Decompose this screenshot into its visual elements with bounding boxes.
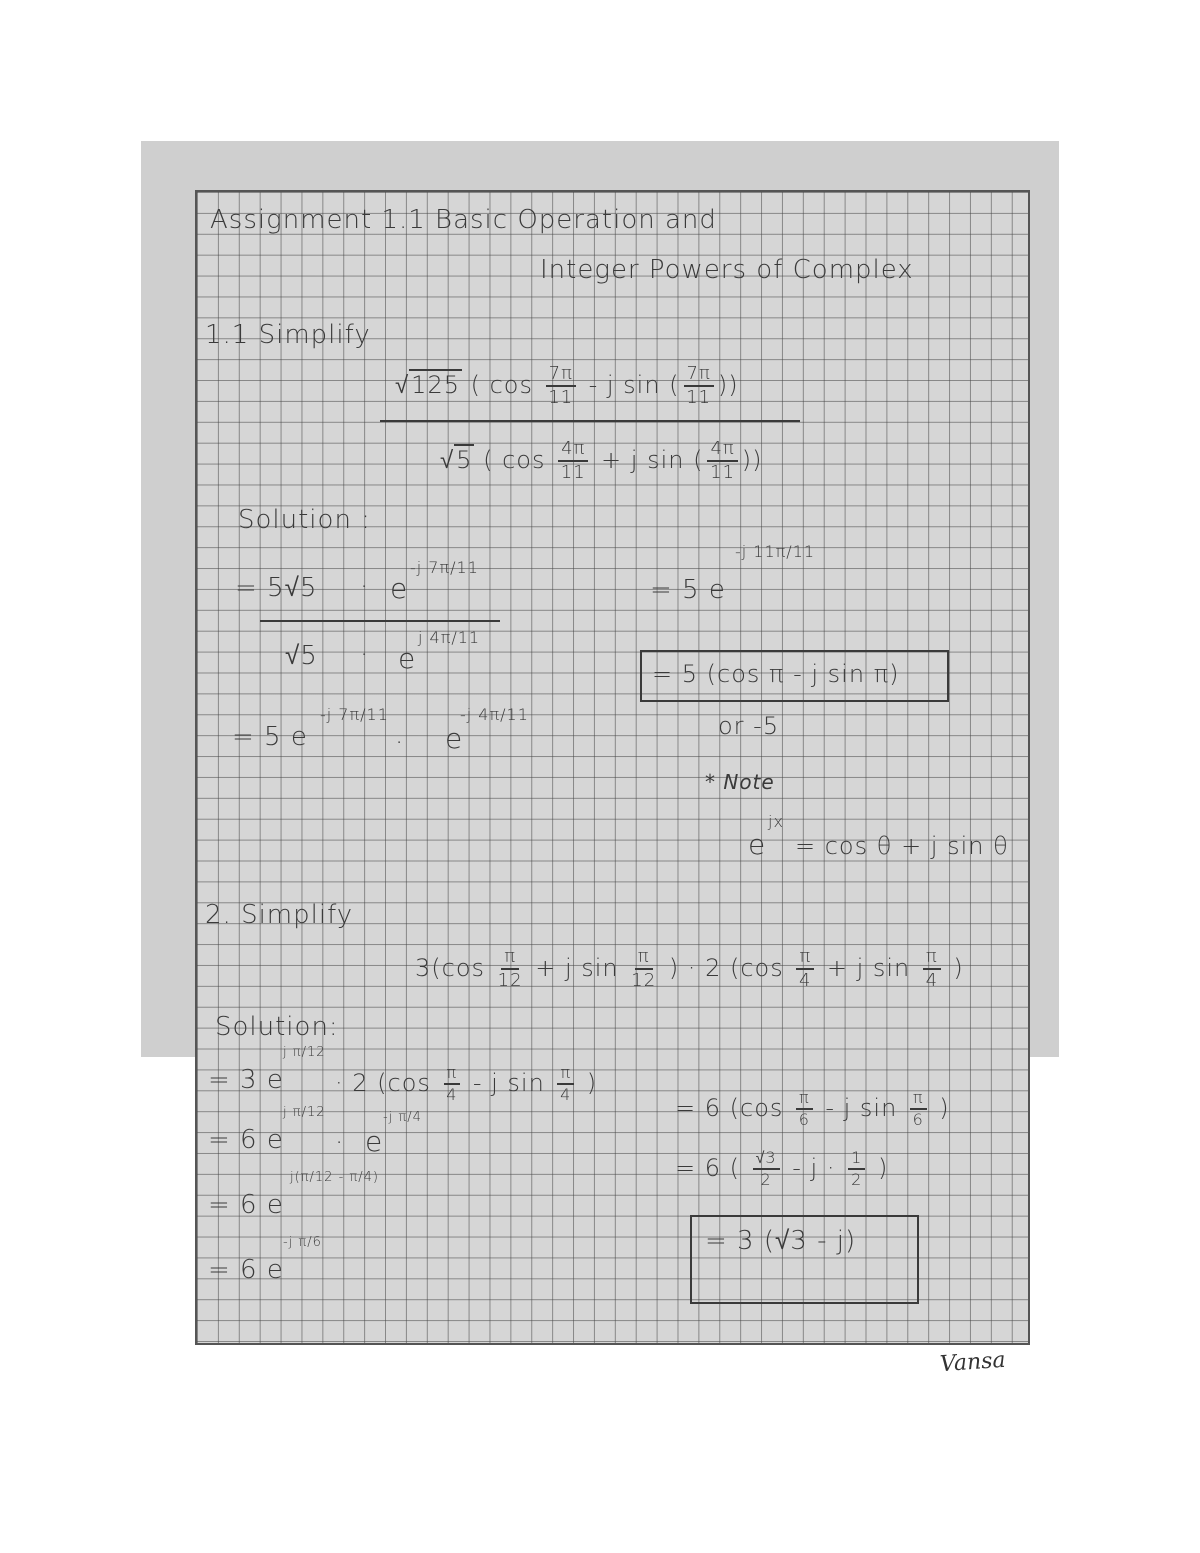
dot: · xyxy=(360,572,370,602)
assignment-title-line1: Assignment 1.1 Basic Operation and xyxy=(210,205,717,235)
exponent: j(π/12 - π/4) xyxy=(290,1170,379,1185)
expr-part: ) xyxy=(939,1094,950,1122)
expr-part: - j sin xyxy=(825,1094,898,1122)
fraction-denominator: 11 xyxy=(686,387,712,408)
expr-part: ) xyxy=(586,1069,598,1097)
exp-base: e xyxy=(365,1125,384,1158)
step1-denominator-left: √5 xyxy=(285,641,318,671)
expr-part: = 6 ( xyxy=(675,1154,740,1182)
exponent: -j 11π/11 xyxy=(735,542,816,561)
fraction xyxy=(910,1090,927,1128)
fraction xyxy=(557,1065,574,1103)
exp-base: e xyxy=(398,642,417,675)
fraction-numerator: π xyxy=(444,1065,461,1085)
expr-part: - j · xyxy=(792,1154,836,1182)
expr-part: + j sin xyxy=(535,954,619,982)
fraction-numerator: π xyxy=(557,1065,574,1085)
sin-text: + j sin xyxy=(601,446,685,474)
problem1-label: 1.1 Simplify xyxy=(205,320,371,350)
expr-part: ) · 2 (cos xyxy=(668,954,784,982)
p2-step2-left: = 6 e xyxy=(208,1125,284,1155)
fraction-denominator: 2 xyxy=(760,1170,772,1189)
fraction-denominator: 11 xyxy=(548,387,574,408)
euler-formula: = cos θ + j sin θ xyxy=(795,832,1009,860)
fraction xyxy=(684,365,714,407)
p2-step3-left: = 6 e xyxy=(208,1190,284,1220)
p2-step1-mid xyxy=(335,1065,597,1103)
exponent: j π/12 xyxy=(283,1045,326,1060)
exp-base: e xyxy=(390,572,409,605)
problem2-solution-label: Solution: xyxy=(215,1012,339,1042)
fraction-bar xyxy=(260,620,500,622)
fraction-numerator: 1 xyxy=(848,1150,865,1170)
expr-part: ) xyxy=(877,1154,889,1182)
problem2-answer: = 3 (√3 - j) xyxy=(705,1226,857,1256)
fraction-numerator: 4π xyxy=(707,440,737,462)
cos-text: cos xyxy=(489,371,533,399)
fraction xyxy=(923,948,941,990)
problem2-label: 2. Simplify xyxy=(205,900,354,930)
right-step1: = 5 e xyxy=(650,575,726,605)
fraction-numerator: π xyxy=(796,1090,813,1110)
problem1-answer: = 5 (cos π - j sin π) xyxy=(652,660,900,688)
fraction-numerator: 7π xyxy=(546,365,576,387)
exp-base: e xyxy=(748,828,767,861)
fraction-denominator: 4 xyxy=(560,1085,572,1104)
problem1-numerator: √125 ( cos $\frac{7\pi}{11}$ - j sin ( $\frac{7\pi}{11}$ )) xyxy=(395,363,739,408)
fraction-numerator: π xyxy=(635,948,653,970)
fraction-denominator: 2 xyxy=(851,1170,863,1189)
step1-numerator-left: = 5√5 xyxy=(235,573,318,603)
fraction-denominator: 12 xyxy=(497,970,523,991)
fraction-denominator: 4 xyxy=(446,1085,458,1104)
note-label: * Note xyxy=(705,770,775,794)
dot: · xyxy=(335,1128,345,1158)
expr-part: · 2 (cos xyxy=(335,1069,431,1097)
fraction-denominator: 4 xyxy=(925,970,939,991)
fraction xyxy=(498,948,523,990)
fraction xyxy=(796,1090,813,1128)
sin-text: - j sin xyxy=(588,371,661,399)
fraction xyxy=(444,1065,461,1103)
p2-right2 xyxy=(675,1150,888,1188)
fraction-denominator: 4 xyxy=(799,970,812,991)
fraction xyxy=(796,948,814,990)
problem1-solution-label: Solution : xyxy=(238,505,371,535)
dot: · xyxy=(395,728,405,758)
fraction xyxy=(631,948,656,990)
fraction-numerator: π xyxy=(923,948,941,970)
p2-right1 xyxy=(675,1090,950,1128)
fraction xyxy=(707,440,737,482)
fraction-numerator: π xyxy=(910,1090,927,1110)
step2-left: = 5 e xyxy=(232,722,308,752)
sqrt-5: 5 xyxy=(456,446,473,474)
problem1-alt-answer: or -5 xyxy=(718,712,780,740)
exponent: jx xyxy=(768,812,784,831)
cos-text: cos xyxy=(502,446,546,474)
expr-part: - j sin xyxy=(472,1069,545,1097)
expr-part: + j sin xyxy=(826,954,911,982)
fraction-numerator: 7π xyxy=(684,365,714,387)
expr-part: 3(cos xyxy=(415,954,486,982)
exponent: -j 7π/11 xyxy=(410,558,479,577)
signature: Vansa xyxy=(939,1347,1007,1378)
assignment-title-line2: Integer Powers of Complex xyxy=(540,255,914,285)
expr-part: = 6 (cos xyxy=(675,1094,784,1122)
dot: · xyxy=(360,640,370,670)
exponent: j π/12 xyxy=(283,1105,326,1120)
exponent: j 4π/11 xyxy=(418,628,481,647)
fraction-denominator: 12 xyxy=(631,970,657,991)
fraction xyxy=(848,1150,865,1188)
p2-step1-left: = 3 e xyxy=(208,1065,284,1095)
exponent: -j π/4 xyxy=(383,1110,422,1125)
exp-base: e xyxy=(445,722,464,755)
fraction xyxy=(546,365,576,407)
main-fraction-bar xyxy=(380,420,800,422)
problem1-denominator: √5 ( cos $\frac{4\pi}{11}$ + j sin ( $\frac{4\pi}{11}$ )) xyxy=(440,438,763,483)
fraction-numerator: √3 xyxy=(753,1150,780,1170)
fraction-numerator: 4π xyxy=(558,440,588,462)
fraction-denominator: 6 xyxy=(912,1110,924,1129)
problem2-expression xyxy=(415,948,964,990)
sqrt-125: 125 xyxy=(411,371,460,399)
exponent: -j π/6 xyxy=(283,1235,322,1250)
fraction-numerator: π xyxy=(796,948,814,970)
fraction-denominator: 11 xyxy=(560,462,586,483)
fraction xyxy=(753,1150,780,1188)
exponent: -j 7π/11 xyxy=(320,705,389,724)
fraction-numerator: π xyxy=(501,948,519,970)
expr-part: ) xyxy=(953,954,964,982)
exponent: -j 4π/11 xyxy=(460,705,529,724)
fraction-denominator: 6 xyxy=(798,1110,810,1129)
fraction-denominator: 11 xyxy=(710,462,736,483)
fraction xyxy=(558,440,588,482)
p2-step4-left: = 6 e xyxy=(208,1255,284,1285)
